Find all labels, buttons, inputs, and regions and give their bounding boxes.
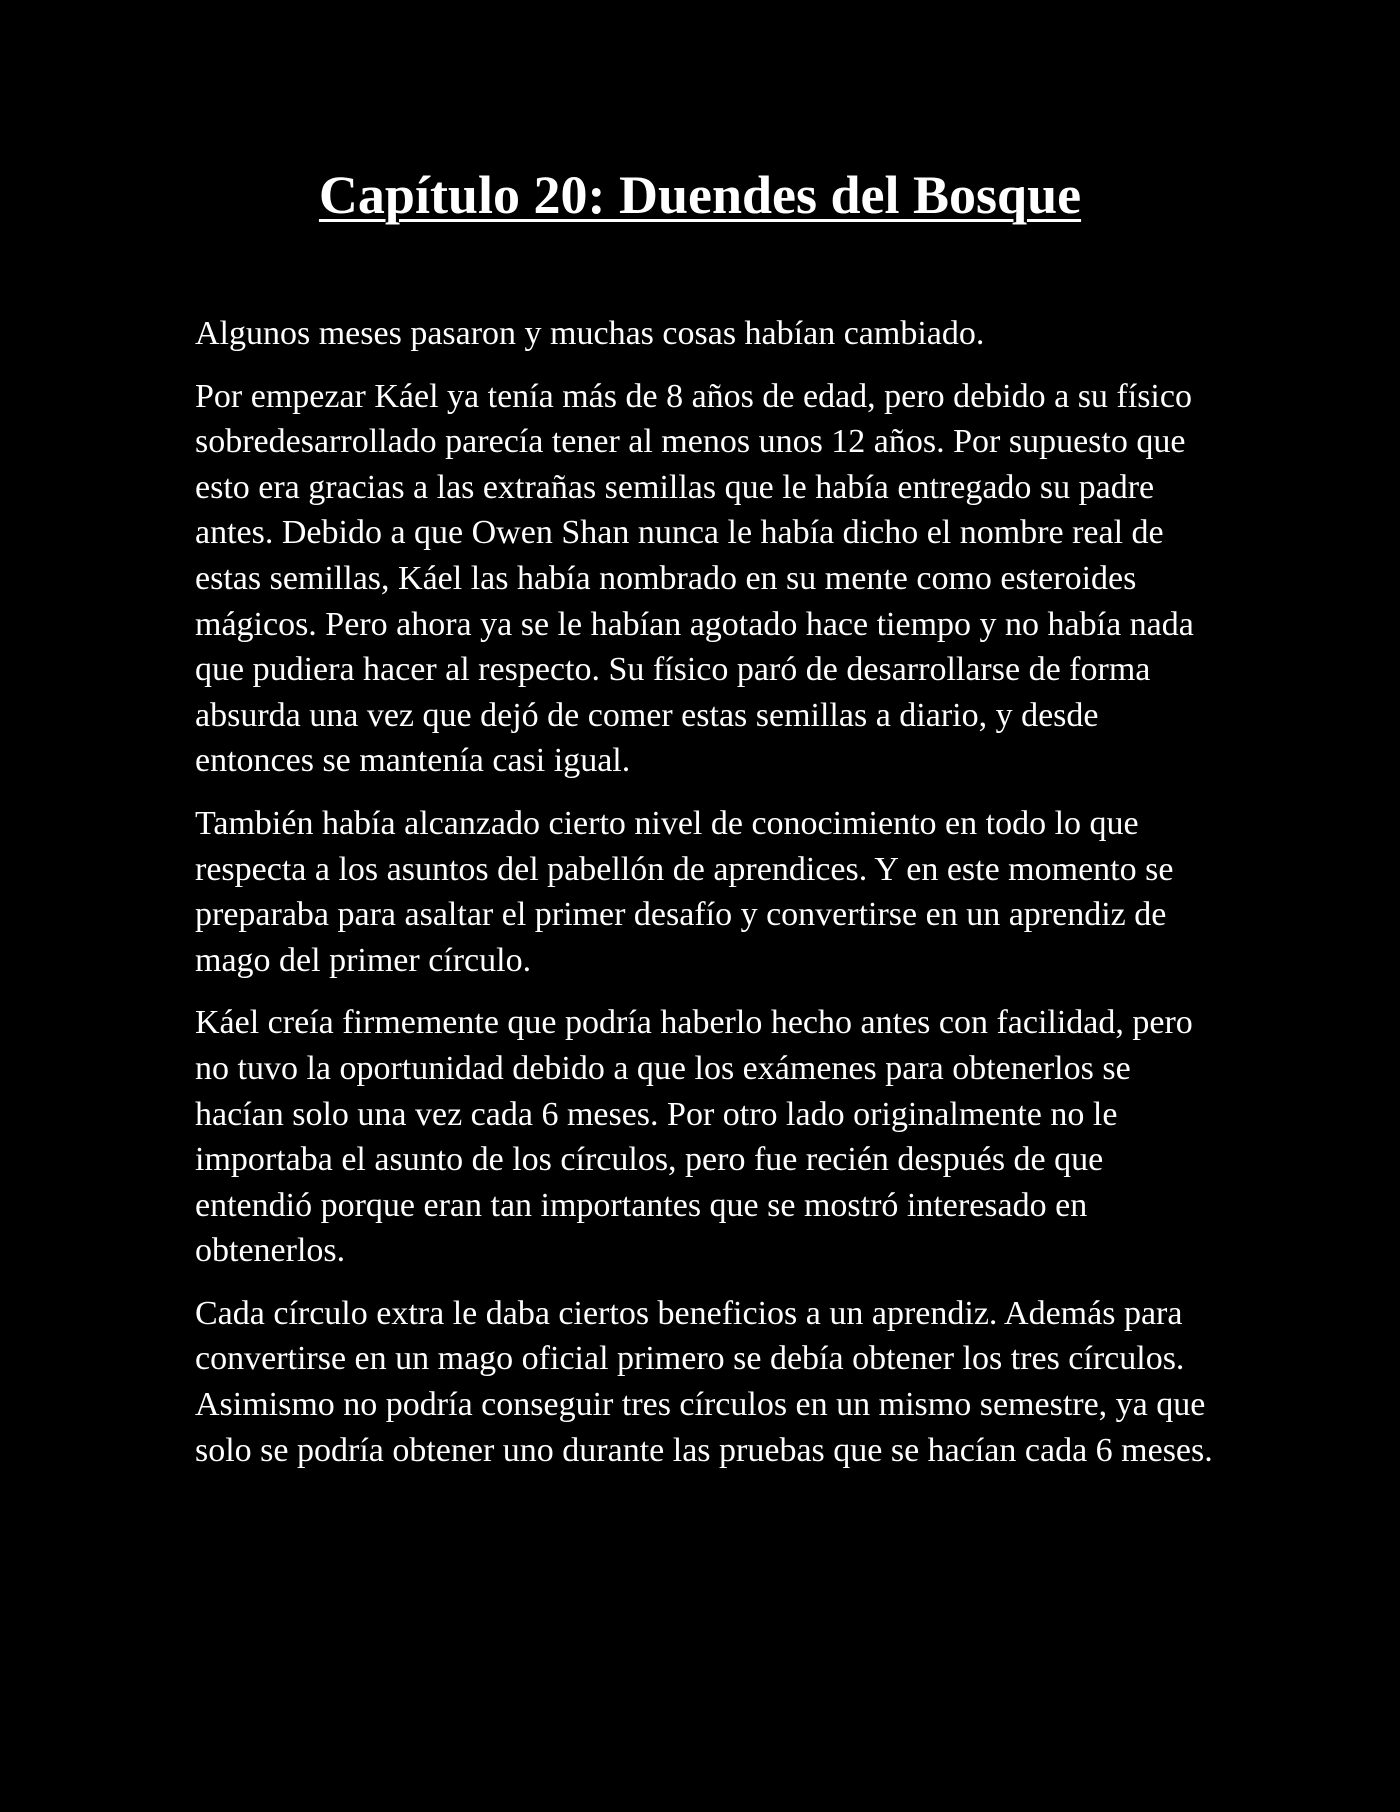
paragraph-1: Algunos meses pasaron y muchas cosas habían cambiado. xyxy=(195,315,985,352)
chapter-title: Capítulo 20: Duendes del Bosque xyxy=(318,165,1082,225)
paragraph-2: Por empezar Káel ya tenía más de 8 años de edad, pero debido a su físico sobredesarrollado parecía tener al menos unos 12 años. Por supuesto que esto era gracias a las extrañas semillas que le había entregado su padre antes. Debido a que Owen Shan nunca le había dicho el nombre real de estas semillas, Káel las había nombrado en su mente como esteroides mágicos. Pero ahora ya se le habían agotado hace tiempo y no había nada que pudiera hacer al respecto. Su físico paró de desarrollarse de forma absurda una vez que dejó de comer estas semillas a diario, y desde entonces se mantenía casi igual. xyxy=(195,377,1194,780)
paragraph-4: Káel creía firmemente que podría haberlo hecho antes con facilidad, pero no tuvo la oportunidad debido a que los exámenes para obtenerlos se hacían solo una vez cada 6 meses. Por otro lado originalmente no le importaba el asunto de los círculos, pero fue recién después de que entendió porque eran tan importantes que se mostró interesado en obtenerlos. xyxy=(195,1004,1193,1270)
chapter-body xyxy=(195,311,1215,1490)
paragraph-3: También había alcanzado cierto nivel de conocimiento en todo lo que respecta a los asuntos del pabellón de aprendices. Y en este momento se preparaba para asaltar el primer desafío y convertirse en un aprendiz de mago del primer círculo. xyxy=(195,804,1174,979)
paragraph-5: Cada círculo extra le daba ciertos beneficios a un aprendiz. Además para convertirse en un mago oficial primero se debía obtener los tres círculos. Asimismo no podría conseguir tres círculos en un mismo semestre, ya que solo se podría obtener uno durante las pruebas que se hacían cada 6 meses. xyxy=(195,1294,1213,1469)
